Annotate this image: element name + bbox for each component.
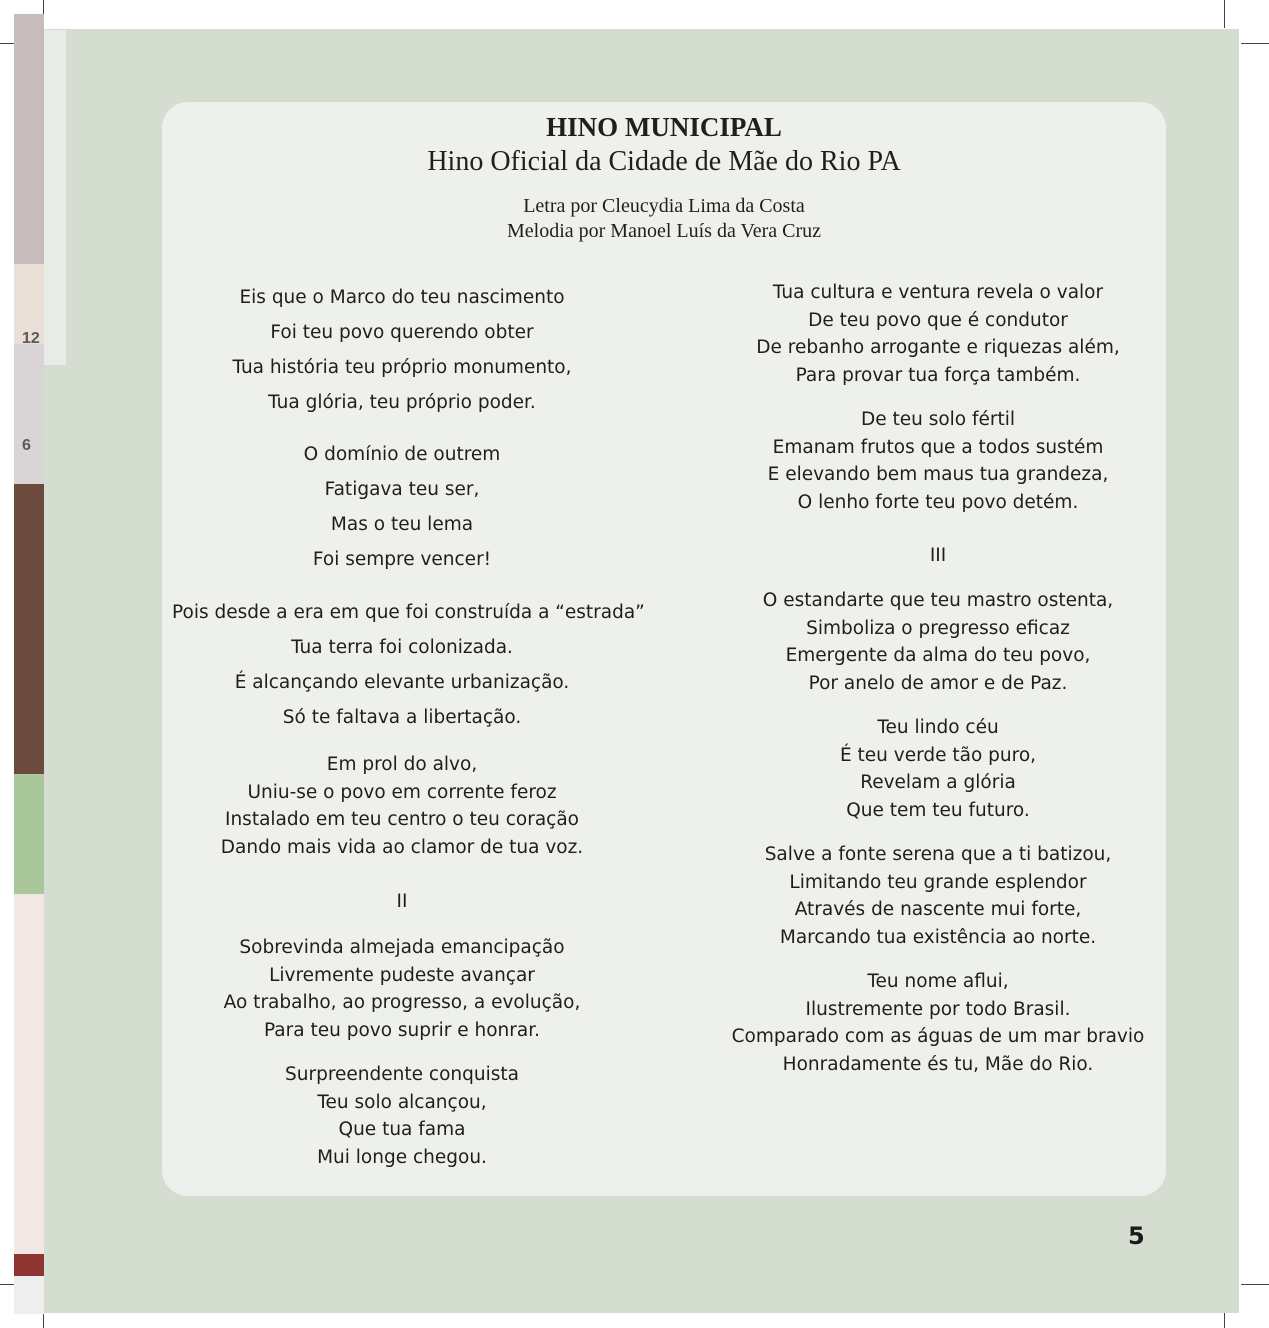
stanza: [172, 1061, 632, 1171]
stanza: [172, 437, 632, 577]
verse-line: Em prol do alvo,: [326, 754, 478, 775]
hymn-header: [162, 110, 1166, 244]
clock-number-6: 6: [22, 437, 31, 454]
verse-line: Eis que o Marco do teu nascimento: [239, 287, 565, 308]
verse-line: Surpreendente conquista: [285, 1064, 519, 1085]
verse-line: Mui longe chegou.: [317, 1146, 487, 1168]
verse-line: Teu nome aflui,: [867, 971, 1009, 992]
stanza: [708, 279, 1168, 389]
verse-line: O estandarte que teu mastro ostenta,: [762, 590, 1114, 611]
verse-line: Dando mais vida ao clamor de tua voz.: [220, 836, 584, 858]
verse-line: Instalado em teu centro o teu coração: [225, 809, 579, 830]
verse-line: Honradamente és tu, Mãe do Rio.: [782, 1053, 1094, 1075]
verse-line: Para provar tua força também.: [795, 364, 1081, 386]
verse-line: Pois desde a era em que foi construída a “estrada”: [172, 602, 645, 623]
crop-mark: [1241, 43, 1269, 44]
stanza: [708, 406, 1168, 516]
verse-line: Emanam frutos que a todos sustém: [772, 436, 1104, 458]
stanza: [708, 587, 1168, 697]
verse-line: De teu solo fértil: [860, 409, 1016, 430]
melody-credit: Melodia por Manoel Luís da Vera Cruz: [507, 220, 821, 242]
stanza: [172, 280, 632, 420]
verse-line: Através de nascente mui forte,: [794, 899, 1082, 920]
page-title: HINO MUNICIPAL: [546, 112, 782, 142]
verse-line: Teu solo alcançou,: [317, 1091, 487, 1113]
stanza: [708, 968, 1168, 1078]
verse-line: Tua história teu próprio monumento,: [232, 357, 572, 378]
stanza: [708, 714, 1168, 824]
verse-line: Que tua fama: [338, 1119, 466, 1140]
verse-line: O lenho forte teu povo detém.: [797, 491, 1079, 513]
verse-line: O domínio de outrem: [303, 444, 501, 465]
verse-line: É alcançando elevante urbanização.: [234, 672, 570, 693]
verse-line: Ao trabalho, ao progresso, a evolução,: [223, 992, 581, 1013]
crop-mark: [1241, 1284, 1269, 1285]
credits: [162, 194, 1166, 244]
left-column: [172, 280, 645, 1171]
verse-line: Teu lindo céu: [877, 717, 999, 738]
verse-line: De teu povo que é condutor: [808, 309, 1068, 331]
verse-line: Revelam a glória: [860, 772, 1016, 793]
verse-line: Só te faltava a libertação.: [282, 707, 522, 728]
verse-line: Tua cultura e ventura revela o valor: [772, 282, 1104, 303]
verse-line: Fatigava teu ser,: [324, 479, 480, 500]
section-numeral: II: [396, 891, 408, 912]
right-column: [708, 279, 1168, 1078]
verse-line: Livremente pudeste avançar: [269, 964, 535, 986]
page-subtitle: Hino Oficial da Cidade de Mãe do Rio PA: [427, 146, 901, 177]
lyrics-credit: Letra por Cleucydia Lima da Costa: [523, 195, 805, 217]
clock-number-12: 12: [22, 330, 40, 347]
verse-line: Marcando tua existência ao norte.: [779, 926, 1097, 948]
verse-line: Emergente da alma do teu povo,: [785, 645, 1091, 666]
verse-line: Mas o teu lema: [330, 514, 474, 535]
section-numeral: III: [929, 545, 947, 566]
verse-line: Comparado com as águas de um mar bravio: [731, 1026, 1145, 1047]
verse-line: Para teu povo suprir e honrar.: [263, 1019, 541, 1041]
verse-line: Ilustremente por todo Brasil.: [805, 998, 1071, 1020]
verse-line: Uniu-se o povo em corrente feroz: [247, 781, 557, 803]
edge-illustration: [14, 14, 44, 1314]
stanza: [172, 751, 632, 861]
stanza: [172, 934, 632, 1044]
verse-line: Simboliza o pregresso eficaz: [806, 617, 1070, 639]
verse-line: Foi sempre vencer!: [312, 549, 492, 570]
page-number: 5: [1128, 1222, 1145, 1250]
stanza: [172, 595, 645, 735]
verse-line: Tua terra foi colonizada.: [291, 637, 513, 658]
verse-line: Salve a fonte serena que a ti batizou,: [764, 844, 1112, 865]
verse-line: E elevando bem maus tua grandeza,: [767, 464, 1109, 485]
crop-mark: [1224, 0, 1225, 28]
verse-line: É teu verde tão puro,: [839, 744, 1037, 766]
verse-line: Limitando teu grande esplendor: [789, 871, 1087, 893]
verse-line: Foi teu povo querendo obter: [270, 322, 534, 343]
verse-line: Que tem teu futuro.: [846, 799, 1030, 821]
verse-line: Por anelo de amor e de Paz.: [808, 672, 1068, 694]
page-fold-shadow: [44, 30, 66, 365]
verse-line: Tua glória, teu próprio poder.: [268, 392, 536, 413]
verse-line: De rebanho arrogante e riquezas além,: [756, 337, 1120, 358]
stanza: [708, 841, 1168, 951]
verse-line: Sobrevinda almejada emancipação: [239, 937, 565, 958]
